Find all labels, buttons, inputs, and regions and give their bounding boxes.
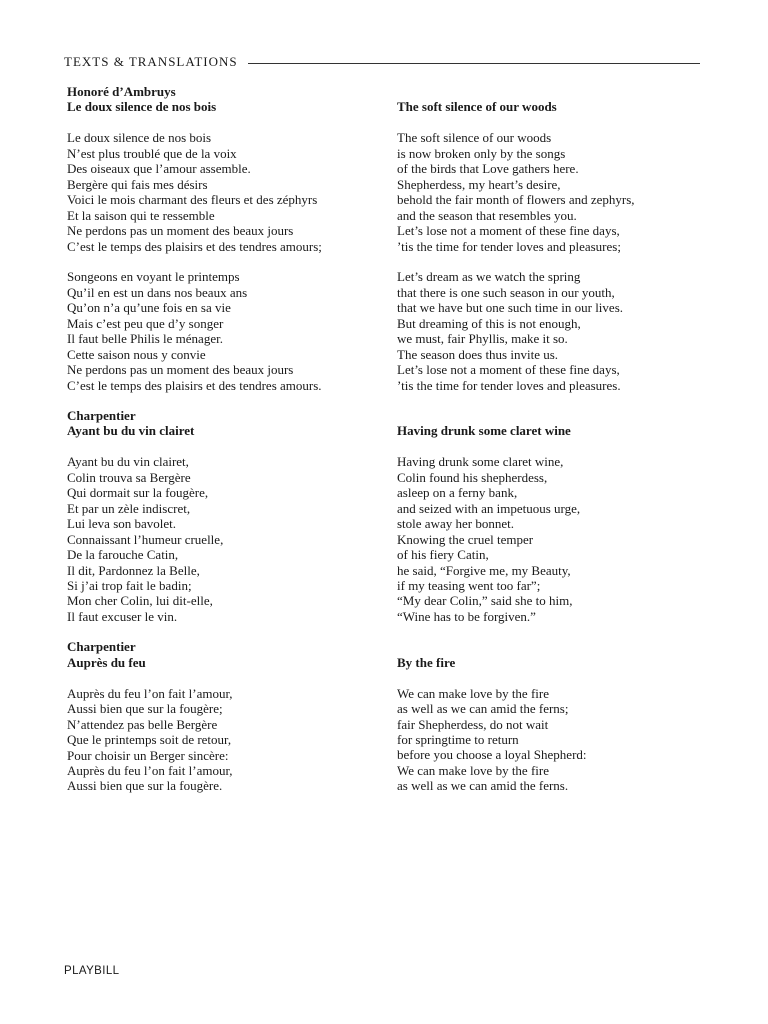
- lyric-line: Ayant bu du vin clairet,: [67, 454, 189, 470]
- section-title: TEXTS & TRANSLATIONS: [64, 54, 238, 69]
- lyric-line: Des oiseaux que l’amour assemble.: [67, 161, 251, 177]
- composer-spacer: [397, 639, 707, 654]
- stanza: [67, 269, 377, 393]
- lyric-line: Il faut belle Philis le ménager.: [67, 331, 223, 347]
- composer-name: Charpentier: [67, 639, 136, 655]
- lyric-line: Ne perdons pas un moment des beaux jours: [67, 223, 294, 239]
- lyric-line: N’attendez pas belle Bergère: [67, 716, 218, 732]
- stanza: [397, 686, 707, 794]
- translation-line: is now broken only by the songs: [397, 145, 566, 161]
- translation-line: Knowing the cruel temper: [397, 531, 534, 547]
- composer-name: Charpentier: [67, 408, 136, 424]
- lyric-line: De la farouche Catin,: [67, 547, 179, 563]
- translation-line: he said, “Forgive me, my Beauty,: [397, 562, 571, 578]
- translation-line: fair Shepherdess, do not wait: [397, 716, 549, 732]
- lyric-line: Aussi bien que sur la fougère.: [67, 778, 223, 794]
- lyric-line: Il dit, Pardonnez la Belle,: [67, 562, 200, 578]
- translation-line: “My dear Colin,” said she to him,: [397, 593, 573, 609]
- translation-line: we must, fair Phyllis, make it so.: [397, 331, 568, 347]
- song-title: Ayant bu du vin clairet: [67, 423, 195, 439]
- translation-line: Let’s lose not a moment of these fine days,: [397, 362, 620, 378]
- song-original: [67, 408, 377, 624]
- lyric-line: Pour choisir un Berger sincère:: [67, 747, 229, 763]
- translation-line: and seized with an impetuous urge,: [397, 500, 581, 516]
- translation-line: that there is one such season in our youth,: [397, 284, 615, 300]
- translation-line: “Wine has to be forgiven.”: [397, 608, 536, 624]
- lyric-line: Que le printemps soit de retour,: [67, 732, 232, 748]
- translation-line: We can make love by the fire: [397, 685, 549, 701]
- composer-spacer: [397, 408, 707, 423]
- composer-name: Honoré d’Ambruys: [67, 84, 176, 99]
- lyric-line: Qu’on n’a qu’une fois en sa vie: [67, 300, 231, 316]
- lyric-line: Mais c’est peu que d’y songer: [67, 315, 224, 331]
- translation-line: before you choose a loyal Shepherd:: [397, 747, 587, 763]
- translation-line: Let’s dream as we watch the spring: [397, 269, 581, 285]
- original-text-column: [67, 84, 377, 794]
- translation-line: ’tis the time for tender loves and pleasures;: [397, 238, 621, 254]
- lyric-line: N’est plus troublé que de la voix: [67, 145, 237, 161]
- lyric-line: Et la saison qui te ressemble: [67, 207, 215, 223]
- lyric-line: Colin trouva sa Bergère: [67, 469, 191, 485]
- translation-title: The soft silence of our woods: [397, 99, 557, 115]
- lyric-line: Le doux silence de nos bois: [67, 130, 212, 146]
- lyric-line: C’est le temps des plaisirs et des tendres amours.: [67, 377, 322, 393]
- song-translation: [397, 408, 707, 624]
- song-title: Auprès du feu: [67, 654, 146, 670]
- song-translation: [397, 639, 707, 794]
- lyric-line: Connaissant l’humeur cruelle,: [67, 531, 224, 547]
- translation-line: The soft silence of our woods: [397, 130, 552, 146]
- lyric-line: Voici le mois charmant des fleurs et des zéphyrs: [67, 192, 318, 208]
- stanza: [67, 454, 377, 624]
- stanza: [67, 686, 377, 794]
- translation-line: The season does thus invite us.: [397, 346, 559, 362]
- page-header: [64, 52, 700, 72]
- composer-spacer: [397, 84, 707, 99]
- translation-line: asleep on a ferny bank,: [397, 485, 518, 501]
- translation-line: if my teasing went too far”;: [397, 577, 541, 593]
- stanza: [397, 269, 707, 393]
- stanza: [67, 130, 377, 254]
- lyric-line: C’est le temps des plaisirs et des tendres amours;: [67, 238, 322, 254]
- translation-title: By the fire: [397, 654, 456, 670]
- lyric-line: Il faut excuser le vin.: [67, 608, 178, 624]
- translation-line: as well as we can amid the ferns.: [397, 778, 569, 794]
- header-rule: [248, 63, 700, 64]
- translation-line: and the season that resembles you.: [397, 207, 577, 223]
- lyric-line: Et par un zèle indiscret,: [67, 500, 191, 516]
- translation-line: We can make love by the fire: [397, 762, 549, 778]
- translation-line: Having drunk some claret wine,: [397, 454, 564, 470]
- translation-line: as well as we can amid the ferns;: [397, 701, 569, 717]
- translation-line: But dreaming of this is not enough,: [397, 315, 581, 331]
- song-translation: [397, 84, 707, 393]
- lyric-line: Qu’il en est un dans nos beaux ans: [67, 284, 248, 300]
- song-original: [67, 84, 377, 393]
- footer-label: PLAYBILL: [64, 965, 120, 977]
- lyric-line: Songeons en voyant le printemps: [67, 269, 240, 285]
- lyric-line: Ne perdons pas un moment des beaux jours: [67, 362, 294, 378]
- song-original: [67, 639, 377, 794]
- translation-column: [397, 84, 707, 794]
- lyric-line: Mon cher Colin, lui dit-elle,: [67, 593, 213, 609]
- translation-title: Having drunk some claret wine: [397, 423, 571, 439]
- translation-line: Colin found his shepherdess,: [397, 469, 548, 485]
- lyric-line: Cette saison nous y convie: [67, 346, 206, 362]
- lyric-line: Si j’ai trop fait le badin;: [67, 578, 192, 593]
- stanza: [397, 130, 707, 254]
- translation-line: that we have but one such time in our lives.: [397, 300, 624, 316]
- lyric-line: Auprès du feu l’on fait l’amour,: [67, 762, 233, 778]
- lyric-line: Aussi bien que sur la fougère;: [67, 701, 223, 717]
- stanza: [397, 454, 707, 624]
- translation-line: of the birds that Love gathers here.: [397, 161, 579, 177]
- lyric-line: Lui leva son bavolet.: [67, 516, 177, 532]
- translation-line: Let’s lose not a moment of these fine days,: [397, 223, 620, 239]
- translation-line: ’tis the time for tender loves and pleasures.: [397, 377, 621, 393]
- translation-line: of his fiery Catin,: [397, 547, 489, 563]
- lyric-line: Qui dormait sur la fougère,: [67, 485, 209, 501]
- translation-line: stole away her bonnet.: [397, 516, 514, 532]
- translation-line: Shepherdess, my heart’s desire,: [397, 176, 561, 192]
- lyric-line: Bergère qui fais mes désirs: [67, 176, 208, 192]
- translation-line: for springtime to return: [397, 732, 519, 748]
- song-title: Le doux silence de nos bois: [67, 99, 217, 115]
- lyric-line: Auprès du feu l’on fait l’amour,: [67, 685, 233, 701]
- translation-line: behold the fair month of flowers and zephyrs,: [397, 192, 635, 208]
